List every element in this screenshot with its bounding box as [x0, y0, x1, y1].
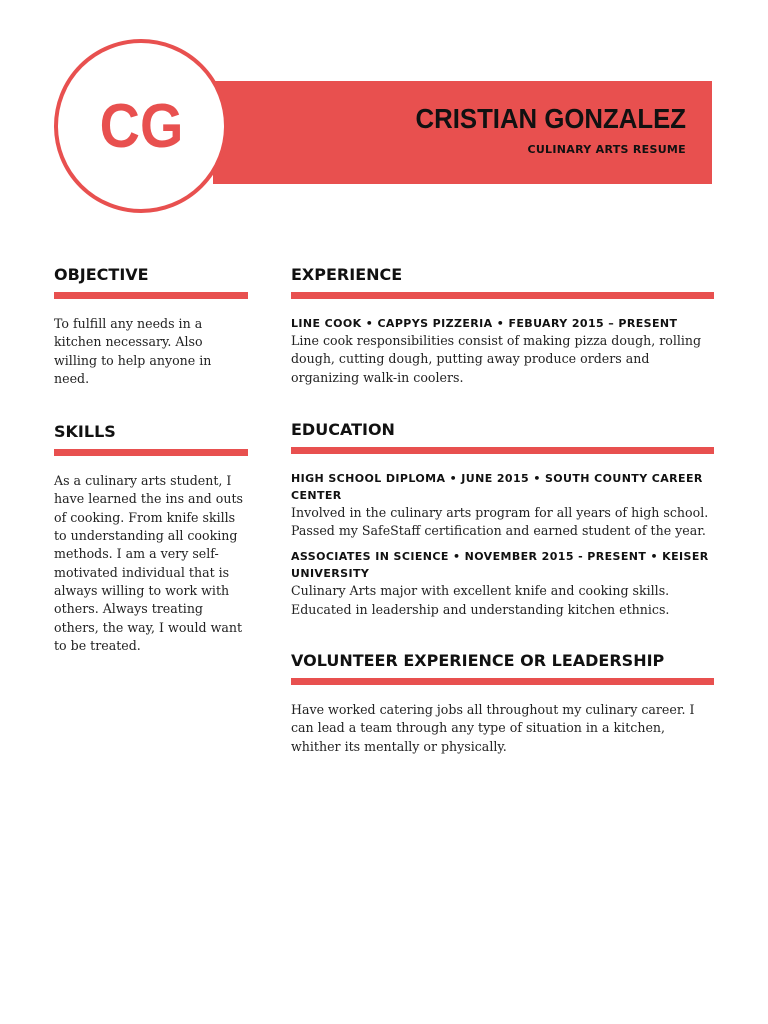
monogram-initials: CG	[99, 91, 183, 161]
education-title: EDUCATION	[291, 419, 395, 439]
experience-item-text: Line cook responsibilities consist of making pizza dough, rolling dough, cutting dough, putting away produce orders and organizing walk-in coolers.	[291, 333, 702, 385]
volunteer-title: VOLUNTEER EXPERIENCE OR LEADERSHIP	[291, 651, 665, 671]
objective-text: To fulfill any needs in a kitchen necessary. Also willing to help anyone in need.	[54, 316, 212, 386]
objective-section	[54, 264, 248, 388]
experience-title: EXPERIENCE	[291, 265, 403, 284]
skills-section	[54, 421, 248, 655]
left-column	[54, 264, 248, 655]
header-banner	[213, 81, 712, 184]
skills-text: As a culinary arts student, I have learned the ins and outs of cooking. From knife skills to understanding all cooking methods. I am a very self-motivated individual that is always willing to work with others. Always treating others, the way, I would want to be treated.	[54, 473, 243, 653]
education-item-text: Involved in the culinary arts program for all years of high school. Passed my SafeStaff certification and earned student of the year.	[291, 504, 709, 539]
education-item-heading: HIGH SCHOOL DIPLOMA • JUNE 2015 • SOUTH COUNTY CAREER CENTER	[291, 471, 703, 502]
resume-subtitle: CULINARY ARTS RESUME	[527, 143, 686, 156]
objective-title: OBJECTIVE	[54, 265, 149, 284]
education-item-heading: ASSOCIATES IN SCIENCE • NOVEMBER 2015 - PRESENT • KEISER UNIVERSITY	[291, 550, 709, 581]
experience-item-heading: LINE COOK • CAPPYS PIZZERIA • FEBUARY 2015 – PRESENT	[291, 317, 678, 330]
experience-section	[291, 264, 714, 387]
education-section	[291, 419, 714, 619]
applicant-name: CRISTIAN GONZALEZ	[415, 103, 686, 134]
education-item-text: Culinary Arts major with excellent knife and cooking skills. Educated in leadership and understanding kitchen ethnics.	[291, 583, 670, 617]
experience-divider	[291, 292, 714, 299]
monogram-circle	[54, 39, 228, 213]
volunteer-text: Have worked catering jobs all throughout my culinary career. I can lead a team through any type of situation in a kitchen, whither its mentally or physically.	[291, 702, 695, 754]
skills-title: SKILLS	[54, 422, 116, 442]
skills-divider	[54, 449, 248, 456]
right-column	[291, 264, 714, 756]
volunteer-divider	[291, 678, 714, 685]
volunteer-section	[291, 650, 714, 756]
education-divider	[291, 447, 714, 454]
objective-divider	[54, 292, 248, 299]
